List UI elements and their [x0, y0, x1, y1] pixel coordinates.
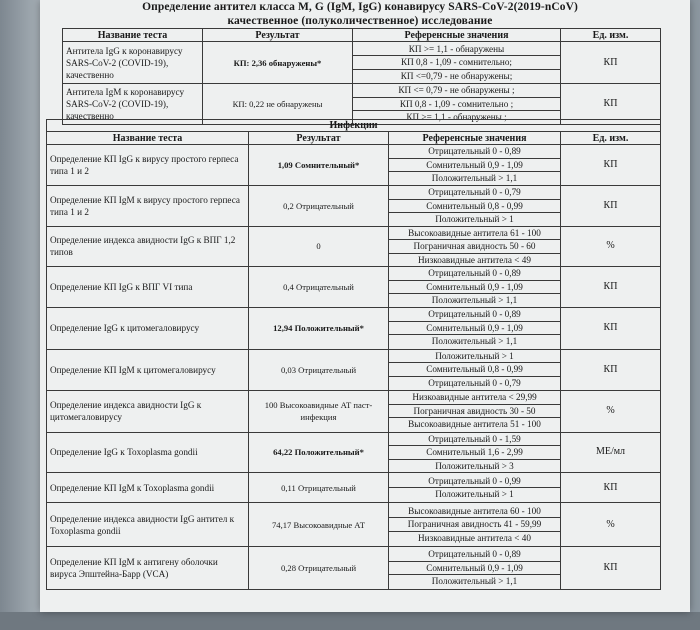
test-name-cell: Определение КП IgG к вирусу простого герпеса типа 1 и 2: [47, 145, 249, 186]
col-header-test-name: Название теста: [47, 132, 249, 145]
reference-values-cell: [389, 432, 561, 473]
table-row: [47, 186, 661, 227]
reference-values-cell: [389, 145, 561, 186]
reference-values-cell: [389, 186, 561, 227]
test-name-cell: Определение индекса авидности IgG к ВПГ 1,2 типов: [47, 226, 249, 267]
reference-line: Пограничная авидность 50 - 60: [389, 239, 560, 253]
reference-line: Сомнительный 0,8 - 0,99: [389, 199, 560, 213]
reference-line: Высокоавидные антитела 61 - 100: [408, 227, 541, 238]
table-row: [63, 42, 661, 84]
table-row: [47, 307, 661, 349]
result-cell: 12,94 Положительный*: [249, 307, 389, 349]
result-cell: КП: 2,36 обнаружены*: [203, 42, 353, 84]
col-header-unit: Ед. изм.: [561, 132, 661, 145]
reference-values-cell: [389, 226, 561, 267]
unit-cell: КП: [561, 307, 661, 349]
test-name-cell: Определение КП IgM к вирусу простого герпеса типа 1 и 2: [47, 186, 249, 227]
reference-values-cell: [353, 84, 561, 125]
result-cell: 64,22 Положительный*: [249, 432, 389, 473]
result-cell: 1,09 Сомнительный*: [249, 145, 389, 186]
table-row: [47, 267, 661, 308]
reference-values-cell: [389, 473, 561, 503]
reference-line: Высокоавидные антитела 60 - 100: [408, 505, 541, 516]
reference-line: Отрицательный 0 - 0,89: [428, 268, 521, 278]
result-cell: 0,4 Отрицательный: [249, 267, 389, 308]
table-row: [47, 226, 661, 267]
col-header-reference: Референсные значения: [353, 29, 561, 42]
table-row: [63, 84, 661, 125]
reference-line: Сомнительный 0,9 - 1,09: [389, 321, 560, 335]
reference-line: Положительный > 1: [389, 212, 560, 226]
result-cell: 0: [249, 226, 389, 267]
table-row: [47, 432, 661, 473]
reference-values-cell: [389, 307, 561, 349]
infections-section-title: Инфекции: [47, 120, 661, 132]
reference-values-cell: [353, 42, 561, 84]
reference-line: Отрицательный 0 - 1,59: [428, 433, 521, 444]
reference-line: Низкоавидные антитела < 49: [389, 253, 560, 267]
infections-table: [46, 119, 661, 590]
result-cell: КП: 0,22 не обнаружены: [203, 84, 353, 125]
covid-table-header: [63, 29, 661, 42]
reference-line: Сомнительный 1,6 - 2,99: [389, 445, 560, 459]
result-cell: 0,2 Отрицательный: [249, 186, 389, 227]
reference-line: Отрицательный 0 - 0,99: [428, 475, 521, 486]
reference-values-cell: [389, 547, 561, 590]
reference-line: КП <= 0,79 - не обнаружены ;: [398, 85, 515, 95]
result-cell: 100 Высокоавидные АТ паст-инфекция: [249, 390, 389, 432]
reference-values-cell: [389, 267, 561, 308]
reference-line: Отрицательный 0 - 0,79: [389, 376, 560, 390]
col-header-result: Результат: [203, 29, 353, 42]
reference-line: Отрицательный 0 - 0,79: [428, 187, 521, 197]
reference-line: Положительный > 1,1: [389, 574, 560, 588]
unit-cell: КП: [561, 186, 661, 227]
photo-background-left: [0, 0, 40, 630]
reference-line: КП <=0,79 - не обнаружены;: [353, 69, 560, 83]
result-cell: 0,11 Отрицательный: [249, 473, 389, 503]
unit-cell: КП: [561, 267, 661, 308]
reference-line: КП >= 1,1 - обнаружены ;: [353, 110, 560, 124]
reference-line: Сомнительный 0,8 - 0,99: [389, 362, 560, 376]
reference-line: Низкоавидные антитела < 29,99: [412, 392, 537, 403]
test-name-cell: Определение КП IgM к цитомегаловирусу: [47, 349, 249, 390]
reference-line: Низкоавидные антитела < 40: [389, 531, 560, 545]
unit-cell: КП: [561, 84, 661, 125]
reference-line: КП 0,8 - 1,09 - сомнительно;: [353, 55, 560, 69]
unit-cell: %: [561, 503, 661, 547]
table-row: [47, 473, 661, 503]
unit-cell: МЕ/мл: [561, 432, 661, 473]
unit-cell: КП: [561, 349, 661, 390]
unit-cell: КП: [561, 42, 661, 84]
document-subtitle: качественное (полуколичественное) исследование: [227, 15, 493, 27]
reference-line: Положительный > 1,1: [389, 293, 560, 307]
reference-line: Отрицательный 0 - 0,89: [428, 309, 521, 320]
result-cell: 0,28 Отрицательный: [249, 547, 389, 590]
infections-table-header: [47, 132, 661, 145]
table-row: [47, 349, 661, 390]
test-name-cell: Определение КП IgM к Toxoplasma gondii: [47, 473, 249, 503]
test-name-cell: Определение индекса авидности IgG к цитомегаловирусу: [47, 390, 249, 432]
unit-cell: КП: [561, 547, 661, 590]
photo-background-bottom: [0, 612, 700, 630]
reference-line: Положительный > 3: [389, 459, 560, 473]
covid-antibody-table: [62, 28, 661, 125]
result-cell: 0,03 Отрицательный: [249, 349, 389, 390]
infections-section-row: [47, 120, 661, 132]
reference-line: Пограничная авидность 41 - 59,99: [389, 517, 560, 531]
reference-line: Сомнительный 0,9 - 1,09: [389, 158, 560, 172]
reference-line: Отрицательный 0 - 0,89: [428, 549, 521, 560]
table-row: [47, 145, 661, 186]
reference-line: Сомнительный 0,9 - 1,09: [389, 280, 560, 294]
table-row: [47, 503, 661, 547]
reference-line: Высокоавидные антитела 51 - 100: [389, 417, 560, 431]
test-name-cell: Определение IgG к Toxoplasma gondii: [47, 432, 249, 473]
col-header-test-name: Название теста: [63, 29, 203, 42]
reference-line: Положительный > 1,1: [389, 334, 560, 348]
col-header-result: Результат: [249, 132, 389, 145]
reference-values-cell: [389, 349, 561, 390]
unit-cell: %: [561, 390, 661, 432]
unit-cell: КП: [561, 473, 661, 503]
col-header-reference: Референсные значения: [389, 132, 561, 145]
reference-line: Сомнительный 0,9 - 1,09: [389, 561, 560, 575]
reference-line: Положительный > 1: [435, 350, 514, 361]
test-name-cell: Антитела IgM к коронавирусу SARS-CoV-2 (COVID-19), качественно: [63, 84, 203, 125]
reference-line: КП >= 1,1 - обнаружены: [408, 43, 505, 54]
reference-line: Положительный > 1,1: [389, 171, 560, 185]
test-name-cell: Определение КП IgG к ВПГ VI типа: [47, 267, 249, 308]
result-cell: 74,17 Высокоавидные АТ: [249, 503, 389, 547]
test-name-cell: Антитела IgG к коронавирусу SARS-CoV-2 (COVID-19), качественно: [63, 42, 203, 84]
test-name-cell: Определение IgG к цитомегаловирусу: [47, 307, 249, 349]
unit-cell: КП: [561, 145, 661, 186]
reference-values-cell: [389, 390, 561, 432]
reference-line: Отрицательный 0 - 0,89: [428, 146, 521, 157]
reference-line: Пограничная авидность 30 - 50: [389, 404, 560, 418]
reference-values-cell: [389, 503, 561, 547]
reference-line: Положительный > 1: [389, 487, 560, 501]
unit-cell: %: [561, 226, 661, 267]
col-header-unit: Ед. изм.: [561, 29, 661, 42]
table-row: [47, 547, 661, 590]
table-row: [47, 390, 661, 432]
document-title: Определение антител класса M, G (IgM, IgG) конавирусу SARS-CoV-2(2019-nCoV): [142, 1, 578, 13]
reference-line: КП 0,8 - 1,09 - сомнительно ;: [353, 97, 560, 111]
test-name-cell: Определение индекса авидности IgG антител к Toxoplasma gondii: [47, 503, 249, 547]
test-name-cell: Определение КП IgM к антигену оболочки вируса Эпштейна-Барр (VCA): [47, 547, 249, 590]
